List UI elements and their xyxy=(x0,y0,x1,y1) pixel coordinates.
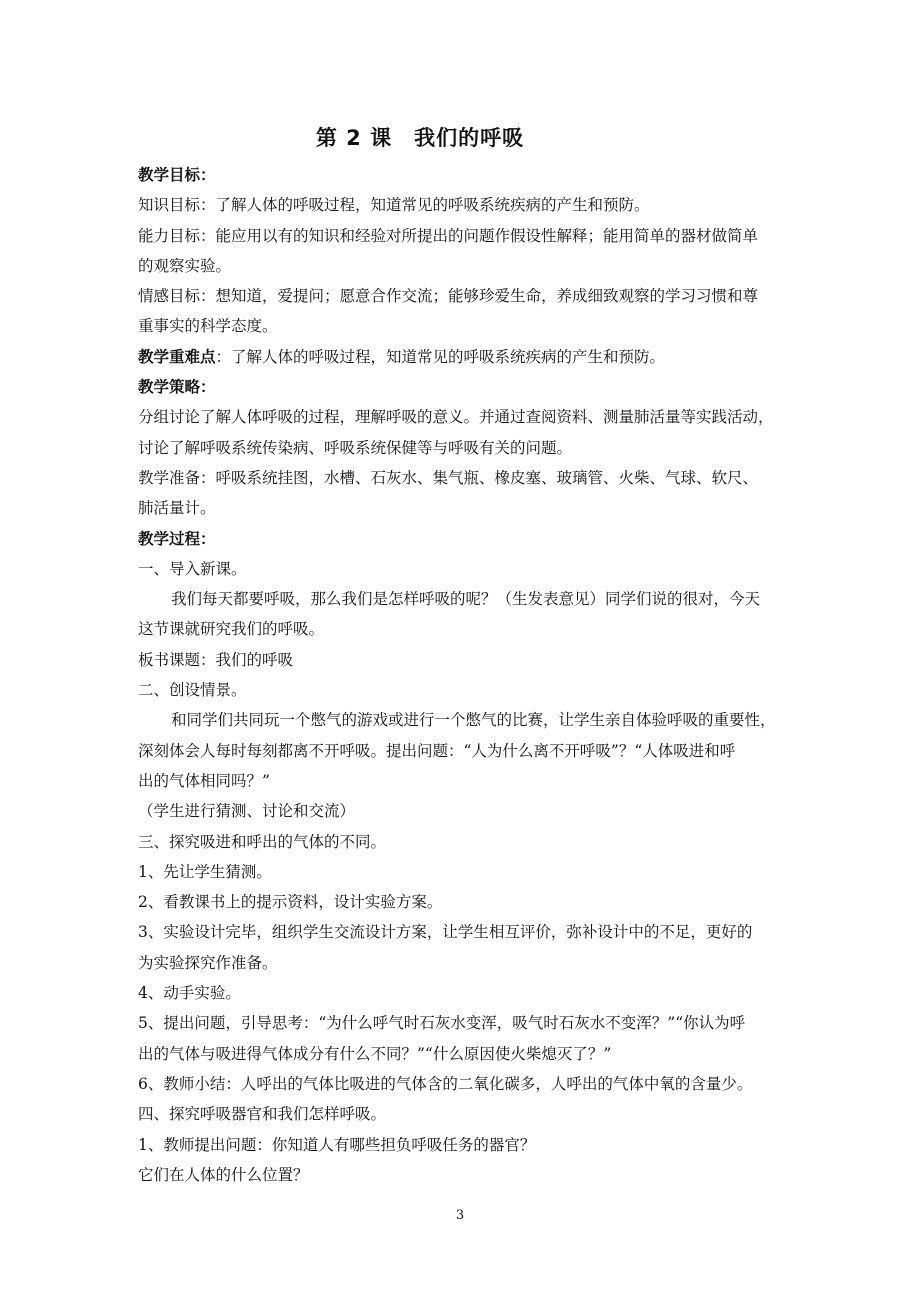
text-line: 2、看教课书上的提示资料，设计实验方案。 xyxy=(138,893,443,912)
text-line: 我们每天都要呼吸，那么我们是怎样呼吸的呢？（生发表意见）同学们说的很对，今天 xyxy=(171,590,761,609)
text-line: 深刻体会人每时每刻都离不开呼吸。提出问题：“人为什么离不开呼吸”？“人体吸进和呼 xyxy=(138,741,736,760)
line-label: 教学重难点 xyxy=(138,347,216,366)
text-line: 教学目标： xyxy=(138,166,216,184)
document-body xyxy=(138,160,788,1190)
text-line: 情感目标：想知道，爱提问；愿意合作交流；能够珍爱生命，养成细致观察的学习习惯和尊 xyxy=(138,287,759,306)
text-line xyxy=(138,342,788,372)
text-line: 和同学们共同玩一个憋气的游戏或进行一个憋气的比赛，让学生亲自体验呼吸的重要性， xyxy=(171,711,776,730)
text-line: 4、动手实验。 xyxy=(138,984,241,1003)
text-line: 它们在人体的什么位置？ xyxy=(138,1165,309,1184)
text-line: 教学准备：呼吸系统挂图，水槽、石灰水、集气瓶、橡皮塞、玻璃管、火柴、气球、软尺、 xyxy=(138,468,759,487)
text-line: 二、创设情景。 xyxy=(138,681,247,700)
line-text: ：了解人体的呼吸过程，知道常见的呼吸系统疾病的产生和预防。 xyxy=(215,347,666,366)
text-line: 知识目标：了解人体的呼吸过程，知道常见的呼吸系统疾病的产生和预防。 xyxy=(138,196,650,215)
text-line: 出的气体相同吗？” xyxy=(138,771,270,790)
text-line: 一、导入新课。 xyxy=(138,559,247,578)
lesson-title: 第 2 课 我们的呼吸 xyxy=(315,126,525,150)
text-line: 能力目标：能应用以有的知识和经验对所提出的问题作假设性解释；能用简单的器材做简单 xyxy=(138,226,759,245)
text-line: 的观察实验。 xyxy=(138,256,232,275)
text-line: 3、实验设计完毕，组织学生交流设计方案，让学生相互评价，弥补设计中的不足，更好的 xyxy=(138,923,753,942)
text-line: 分组讨论了解人体呼吸的过程，理解呼吸的意义。并通过查阅资料、测量肺活量等实践活动， xyxy=(138,408,774,427)
text-line: 为实验探究作准备。 xyxy=(138,953,278,972)
text-line: 教学过程： xyxy=(138,529,216,548)
page-number: 3 xyxy=(455,1208,465,1223)
text-line: 四、探究呼吸器官和我们怎样呼吸。 xyxy=(138,1105,387,1124)
text-line: 5、提出问题，引导思考：“为什么呼气时石灰水变浑，吸气时石灰水不变浑？”“你认为呼 xyxy=(138,1014,746,1033)
text-line: 出的气体与吸进得气体成分有什么不同？”“什么原因使火柴熄灭了？” xyxy=(138,1044,612,1063)
text-line: 讨论了解呼吸系统传染病、呼吸系统保健等与呼吸有关的问题。 xyxy=(138,438,573,457)
text-line: 教学策略： xyxy=(138,378,216,397)
text-line: 肺活量计。 xyxy=(138,499,216,518)
text-line: 板书课题：我们的呼吸 xyxy=(138,650,294,669)
text-line: （学生进行猜测、讨论和交流） xyxy=(138,802,356,821)
text-line: 重事实的科学态度。 xyxy=(138,317,278,336)
text-line: 三、探究吸进和呼出的气体的不同。 xyxy=(138,832,387,851)
text-line: 这节课就研究我们的呼吸。 xyxy=(138,620,325,639)
text-line: 1、先让学生猜测。 xyxy=(138,862,272,881)
text-line: 1、教师提出问题：你知道人有哪些担负呼吸任务的器官？ xyxy=(138,1135,536,1154)
text-line: 6、教师小结：人呼出的气体比吸进的气体含的二氧化碳多，人呼出的气体中氧的含量少。 xyxy=(138,1074,753,1093)
